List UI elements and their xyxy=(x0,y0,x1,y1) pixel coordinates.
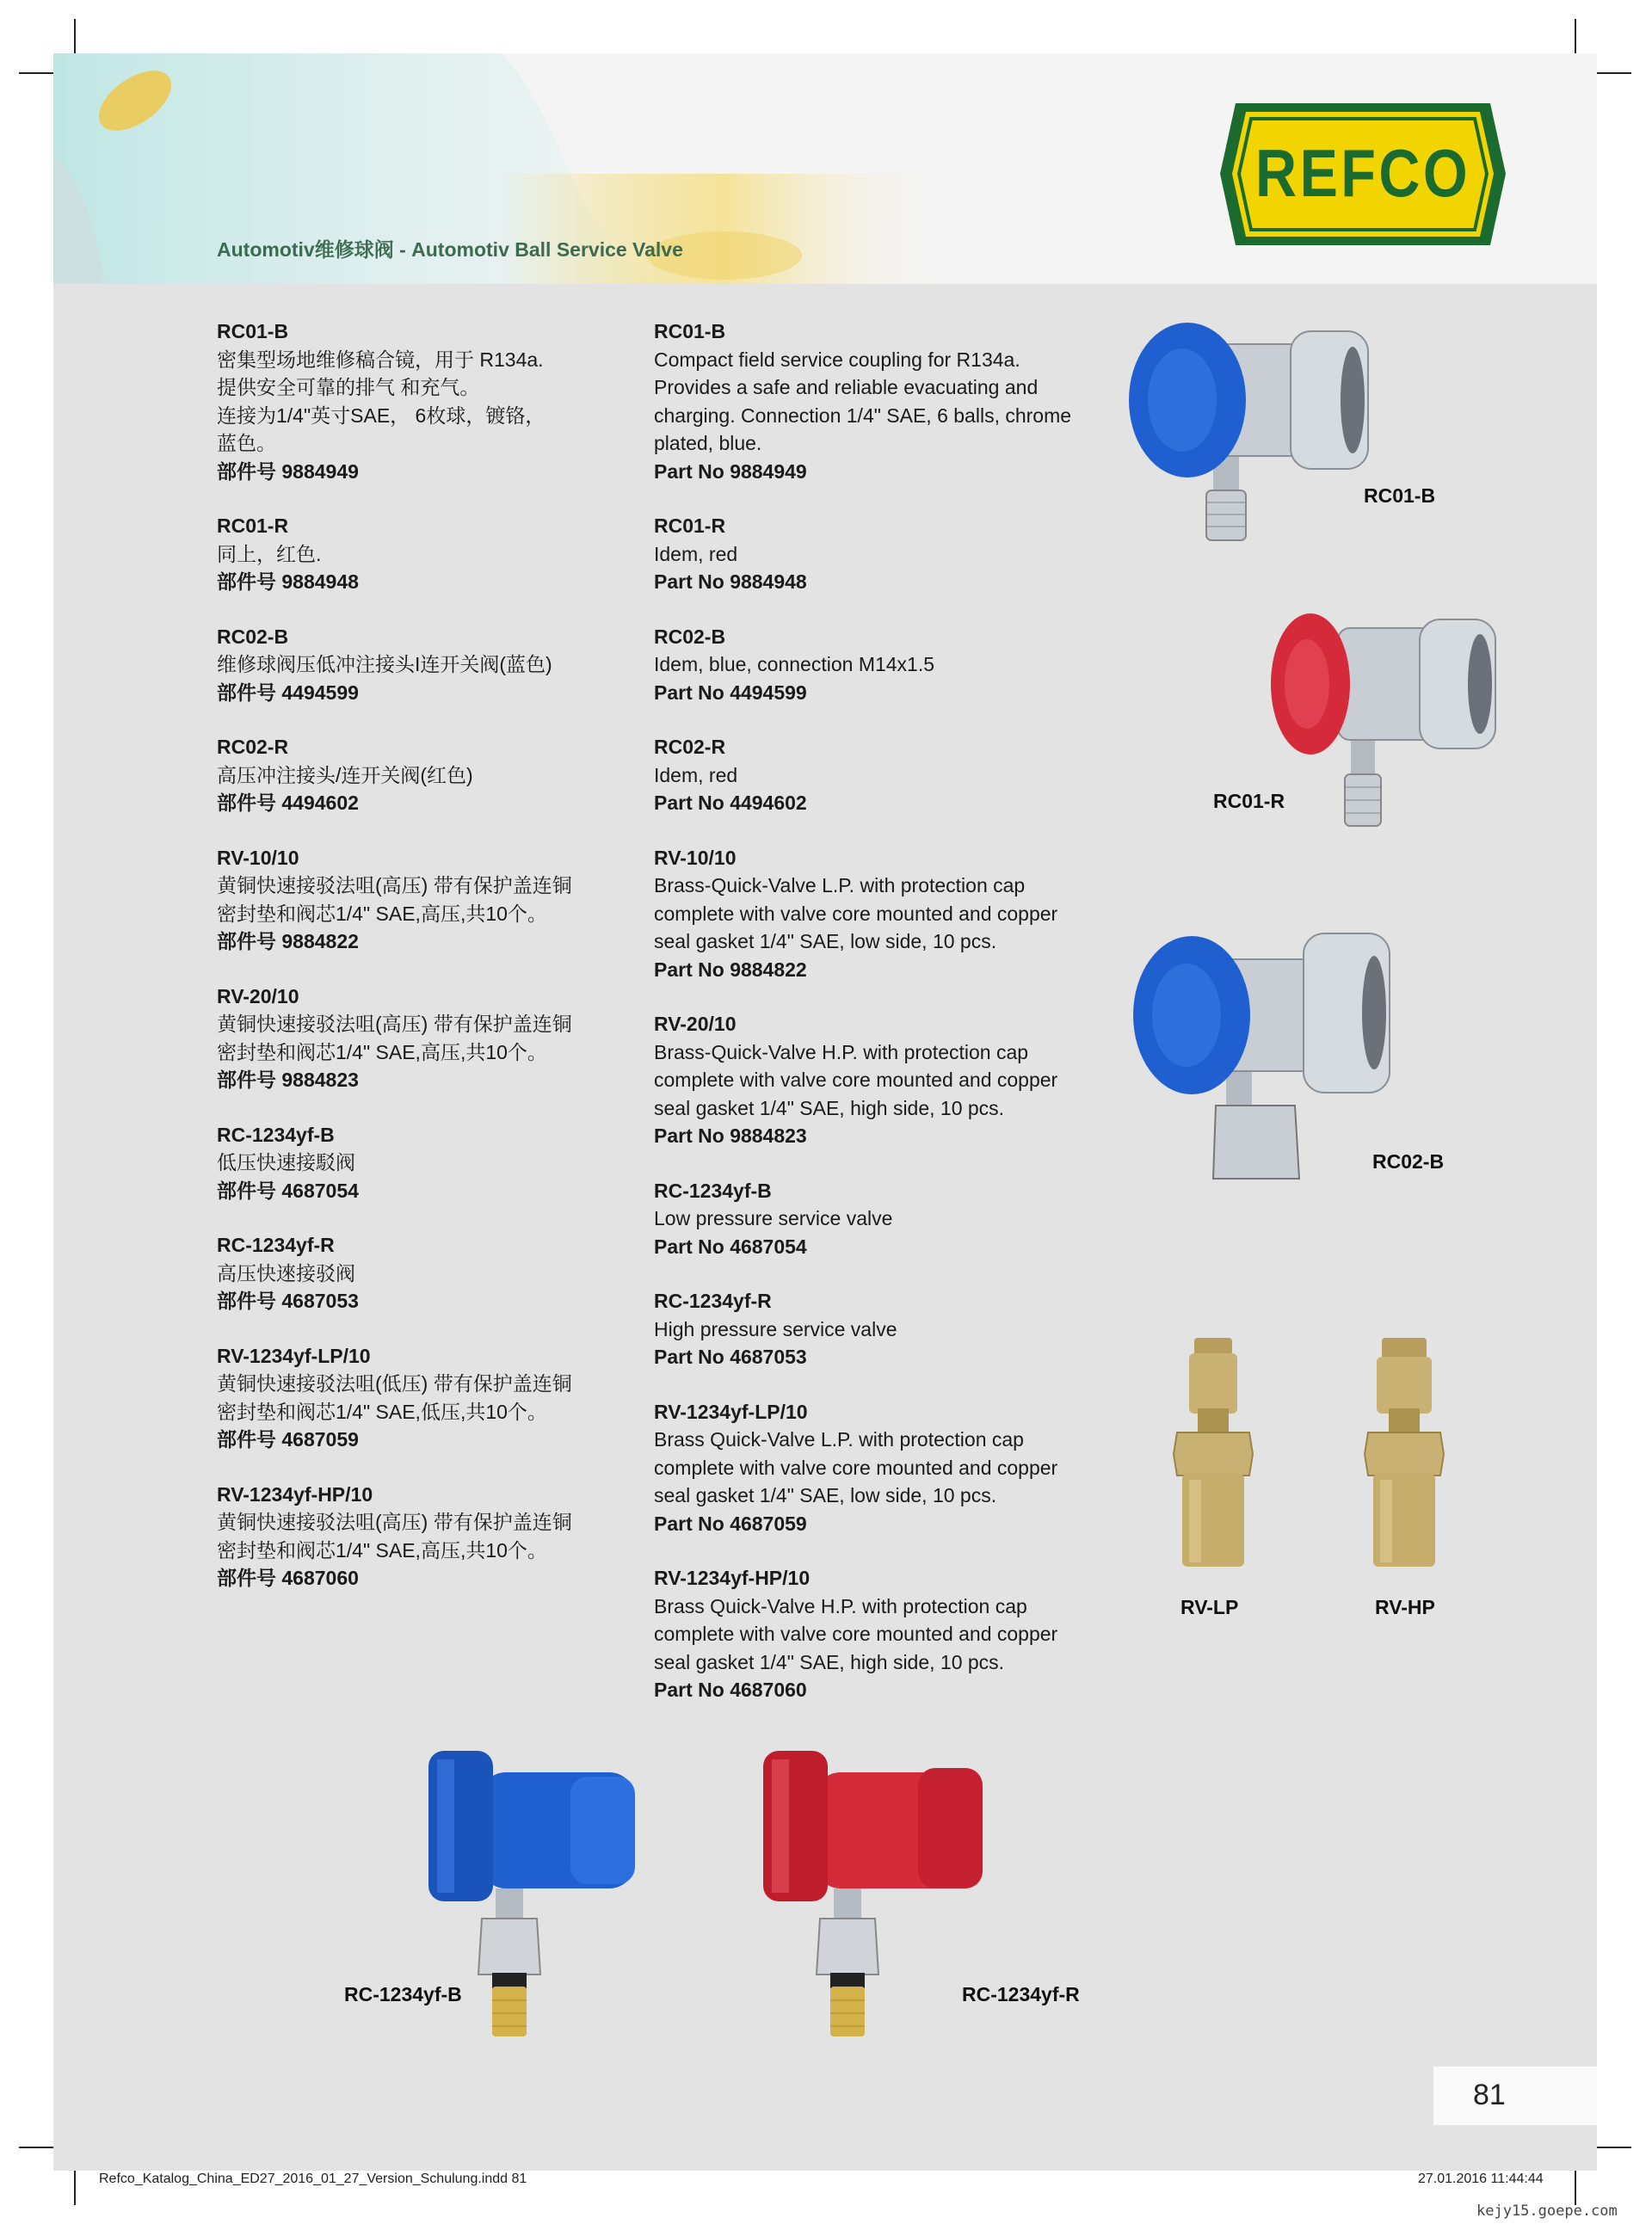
part-number-line xyxy=(654,1122,1101,1150)
product-code: RC-1234yf-R xyxy=(654,1290,772,1312)
rc-1234yf-r-coupler-image xyxy=(763,1751,987,2039)
part-number-line xyxy=(654,1343,1101,1371)
part-number-value: 4687060 xyxy=(730,1679,807,1701)
part-number-label: Part No xyxy=(654,570,724,593)
product-label: RV-HP xyxy=(1375,1596,1435,1618)
description-line: 密封垫和阀芯1/4" SAE,高压,共10个。 xyxy=(217,1040,547,1063)
product-entry xyxy=(654,512,1101,596)
description-line: 维修球阀压低冲注接头I连开关阀(蓝色) xyxy=(217,653,552,675)
product-code: RC02-R xyxy=(217,736,289,758)
description-line: 密封垫和阀芯1/4" SAE,高压,共10个。 xyxy=(217,902,547,925)
part-number-value: 4687060 xyxy=(281,1567,359,1589)
part-number-value: 9884949 xyxy=(281,459,359,483)
part-number-value: 4687059 xyxy=(730,1512,807,1535)
part-number-label: 部件号 xyxy=(217,1428,276,1451)
crop-mark xyxy=(1575,2171,1576,2205)
product-entry xyxy=(217,844,630,956)
part-number-label: Part No xyxy=(654,792,724,814)
part-number-label: 部件号 xyxy=(217,1567,276,1589)
description-line: 连接为1/4"英寸SAE， 6枚球，镀铬， xyxy=(217,404,546,427)
part-number-label: Part No xyxy=(654,958,724,981)
part-number-line xyxy=(654,956,1101,984)
part-number-value: 9884823 xyxy=(281,1069,359,1091)
product-entry xyxy=(654,844,1101,984)
description-line: 黄铜快速接驳法咀(低压) 带有保护盖连铜 xyxy=(217,1372,572,1395)
product-entry xyxy=(217,512,630,596)
product-label: RV-LP xyxy=(1180,1596,1239,1618)
part-number-label: Part No xyxy=(654,1124,724,1147)
part-number-label: 部件号 xyxy=(217,930,276,952)
part-number-line xyxy=(654,1510,1101,1538)
part-number-line xyxy=(217,1564,630,1593)
product-code: RV-1234yf-HP/10 xyxy=(654,1567,811,1589)
product-label: RC02-B xyxy=(1372,1150,1445,1173)
description-line: seal gasket 1/4" SAE, high side, 10 pcs. xyxy=(654,1096,1005,1119)
product-code: RC02-R xyxy=(654,736,726,758)
crop-mark xyxy=(1597,2147,1631,2148)
part-number-line xyxy=(654,789,1101,817)
part-number-value: 9884822 xyxy=(730,958,807,981)
product-code: RC-1234yf-B xyxy=(654,1179,772,1202)
product-code: RC01-B xyxy=(217,320,289,342)
description-line: 密封垫和阀芯1/4" SAE,高压,共10个。 xyxy=(217,1538,547,1562)
footer-site: kejy15.goepe.com xyxy=(1476,2202,1618,2220)
part-number-label: Part No xyxy=(654,1512,724,1535)
description-line: Low pressure service valve xyxy=(654,1207,893,1229)
part-number-line xyxy=(217,927,630,956)
product-code: RC01-B xyxy=(654,320,726,342)
description-line: 黄铜快速接驳法咀(高压) 带有保护盖连铜 xyxy=(217,1013,572,1035)
description-line: 黄铜快速接驳法咀(高压) 带有保护盖连铜 xyxy=(217,1511,572,1533)
crop-mark xyxy=(1575,19,1576,53)
product-entry xyxy=(654,317,1101,485)
part-number-label: 部件号 xyxy=(217,1290,276,1312)
rc02-b-coupler-image xyxy=(1131,929,1398,1183)
product-code: RC01-R xyxy=(217,514,289,537)
description-line: 高压冲注接头/连开关阀(红色) xyxy=(217,763,473,786)
part-number-value: 4687053 xyxy=(281,1290,359,1312)
product-code: RV-10/10 xyxy=(217,846,299,869)
part-number-value: 9884948 xyxy=(730,570,807,593)
section-title: Automotiv维修球阀 - Automotiv Ball Service Valve xyxy=(217,238,683,261)
description-line: Brass Quick-Valve L.P. with protection cap xyxy=(654,1428,1024,1451)
product-entry xyxy=(654,1287,1101,1371)
part-number-value: 4494599 xyxy=(730,681,807,704)
part-number-line xyxy=(654,679,1101,707)
part-number-value: 9884948 xyxy=(281,570,359,593)
product-code: RC02-B xyxy=(654,625,726,648)
description-line: complete with valve core mounted and copper xyxy=(654,1456,1058,1479)
part-number-line xyxy=(654,568,1101,596)
part-number-value: 4494602 xyxy=(281,792,359,814)
product-entry xyxy=(654,1564,1101,1704)
product-label: RC-1234yf-R xyxy=(962,1983,1080,2005)
part-number-label: Part No xyxy=(654,681,724,704)
product-code: RV-10/10 xyxy=(654,846,737,869)
product-entry xyxy=(217,983,630,1094)
svg-text:REFCO: REFCO xyxy=(1255,135,1470,211)
product-code: RV-1234yf-LP/10 xyxy=(654,1400,808,1423)
crop-mark xyxy=(74,19,76,53)
footer-file-name: Refco_Katalog_China_ED27_2016_01_27_Version_Schulung.indd 81 xyxy=(99,2172,527,2186)
part-number-label: 部件号 xyxy=(217,459,276,483)
part-number-label: 部件号 xyxy=(217,570,276,593)
description-line: Idem, red xyxy=(654,763,738,786)
crop-mark xyxy=(1597,72,1631,74)
description-line: complete with valve core mounted and copper xyxy=(654,902,1058,925)
rv-lp-valve-image xyxy=(1170,1338,1256,1570)
chinese-description-column xyxy=(217,317,630,1593)
part-number-line xyxy=(217,568,630,596)
description-line: Brass Quick-Valve H.P. with protection cap xyxy=(654,1594,1027,1617)
part-number-value: 9884822 xyxy=(281,930,359,952)
product-label: RC01-R xyxy=(1213,790,1285,812)
part-number-label: 部件号 xyxy=(217,792,276,814)
part-number-label: Part No xyxy=(654,1679,724,1701)
crop-mark xyxy=(19,72,53,74)
part-number-value: 4687054 xyxy=(730,1235,807,1258)
part-number-value: 4687059 xyxy=(281,1428,359,1451)
part-number-line xyxy=(217,1287,630,1315)
part-number-label: 部件号 xyxy=(217,1179,276,1202)
part-number-value: 9884823 xyxy=(730,1124,807,1147)
description-line: 同上，红色. xyxy=(217,542,322,565)
product-entry xyxy=(217,1121,630,1205)
description-line: 黄铜快速接驳法咀(高压) 带有保护盖连铜 xyxy=(217,874,572,896)
description-line: seal gasket 1/4" SAE, low side, 10 pcs. xyxy=(654,1484,997,1506)
product-code: RC-1234yf-R xyxy=(217,1234,335,1256)
product-code: RC02-B xyxy=(217,625,289,648)
english-description-column xyxy=(654,317,1101,1704)
product-code: RV-1234yf-LP/10 xyxy=(217,1344,371,1367)
rv-hp-valve-image xyxy=(1361,1338,1447,1570)
product-code: RV-20/10 xyxy=(654,1013,737,1035)
description-line: seal gasket 1/4" SAE, low side, 10 pcs. xyxy=(654,930,997,952)
product-label: RC-1234yf-B xyxy=(344,1983,462,2005)
page-number: 81 xyxy=(1473,2079,1506,2111)
part-number-line xyxy=(217,1066,630,1094)
part-number-line xyxy=(217,458,630,486)
product-entry xyxy=(217,1342,630,1454)
part-number-line xyxy=(217,789,630,817)
description-line: 高压快逨接驳阀 xyxy=(217,1261,355,1284)
description-line: 低压快速接駁阀 xyxy=(217,1151,355,1174)
description-line: Idem, red xyxy=(654,542,738,565)
part-number-value: 4494599 xyxy=(281,681,359,704)
part-number-value: 4687053 xyxy=(730,1346,807,1368)
product-code: RC01-R xyxy=(654,514,726,537)
part-number-value: 4494602 xyxy=(730,792,807,814)
description-line: Brass-Quick-Valve L.P. with protection cap xyxy=(654,874,1026,896)
description-line: Provides a safe and reliable evacuating and xyxy=(654,376,1039,398)
part-number-value: 9884949 xyxy=(730,459,807,483)
description-line: charging. Connection 1/4" SAE, 6 balls, chrome xyxy=(654,404,1072,427)
product-entry xyxy=(654,1398,1101,1538)
product-entry xyxy=(654,1010,1101,1150)
part-number-label: 部件号 xyxy=(217,1069,276,1091)
product-entry xyxy=(217,1231,630,1315)
product-entry xyxy=(217,317,630,485)
description-line: 提供安全可靠的排气 和充气。 xyxy=(217,376,480,398)
description-line: Brass-Quick-Valve H.P. with protection cap xyxy=(654,1040,1029,1063)
product-entry xyxy=(217,1481,630,1593)
part-number-line xyxy=(217,1426,630,1454)
description-line: 蓝色。 xyxy=(217,432,276,454)
product-entry xyxy=(217,623,630,707)
description-line: High pressure service valve xyxy=(654,1317,897,1340)
crop-mark xyxy=(19,2147,53,2148)
description-line: complete with valve core mounted and copper xyxy=(654,1623,1058,1645)
part-number-label: Part No xyxy=(654,1346,724,1368)
rc01-r-coupler-image xyxy=(1269,607,1501,835)
description-line: Compact field service coupling for R134a. xyxy=(654,348,1020,371)
page-number-box xyxy=(1433,2067,1597,2125)
part-number-line xyxy=(654,1676,1101,1704)
part-number-line xyxy=(217,1177,630,1205)
description-line: plated, blue. xyxy=(654,432,762,454)
crop-mark xyxy=(74,2171,76,2205)
part-number-line xyxy=(654,1233,1101,1261)
product-entry xyxy=(654,733,1101,817)
product-code: RV-20/10 xyxy=(217,984,299,1007)
part-number-line xyxy=(217,679,630,707)
part-number-label: Part No xyxy=(654,1235,724,1258)
product-code: RC-1234yf-B xyxy=(217,1123,335,1146)
product-code: RV-1234yf-HP/10 xyxy=(217,1482,373,1506)
part-number-label: Part No xyxy=(654,459,724,483)
part-number-value: 4687054 xyxy=(281,1179,359,1202)
description-line: 密封垫和阀芯1/4" SAE,低压,共10个。 xyxy=(217,1400,547,1423)
part-number-line xyxy=(654,458,1101,486)
product-entry xyxy=(654,623,1101,707)
description-line: complete with valve core mounted and copper xyxy=(654,1069,1058,1091)
description-line: seal gasket 1/4" SAE, high side, 10 pcs. xyxy=(654,1650,1005,1673)
description-line: Idem, blue, connection M14x1.5 xyxy=(654,653,935,675)
refco-logo xyxy=(1220,103,1506,245)
product-label: RC01-B xyxy=(1364,484,1436,507)
part-number-label: 部件号 xyxy=(217,681,276,704)
product-entry xyxy=(217,733,630,817)
rc01-b-coupler-image xyxy=(1127,318,1377,551)
product-entry xyxy=(654,1177,1101,1261)
footer-timestamp: 27.01.2016 11:44:44 xyxy=(1418,2172,1544,2186)
description-line: 密集型场地维修稿合镜，用于 R134a. xyxy=(217,348,544,371)
